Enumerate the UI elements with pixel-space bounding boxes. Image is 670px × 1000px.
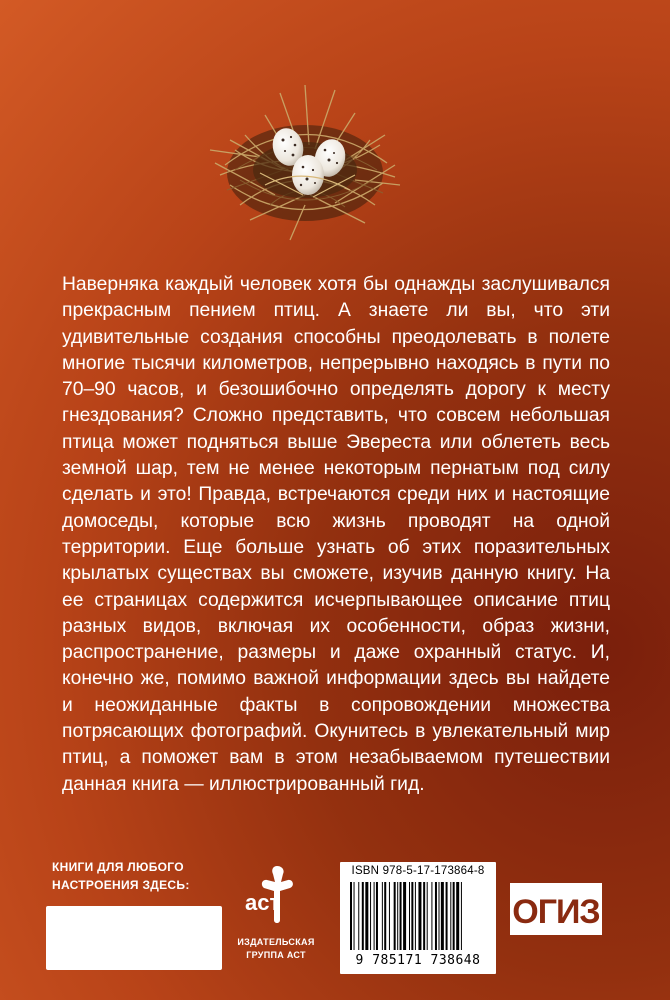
ogiz-logo-text: ОГИЗ bbox=[512, 893, 600, 931]
ast-logo bbox=[243, 860, 307, 930]
publisher-line1: ИЗДАТЕЛЬСКАЯ bbox=[237, 937, 315, 947]
promo-label-line1: КНИГИ ДЛЯ ЛЮБОГО bbox=[52, 860, 184, 874]
barcode-bars bbox=[350, 882, 490, 950]
promo-label-line2: НАСТРОЕНИЯ ЗДЕСЬ: bbox=[52, 878, 190, 892]
barcode-number: 9 785171 738648 bbox=[355, 953, 481, 968]
nest-illustration bbox=[205, 45, 405, 255]
publisher-caption bbox=[236, 936, 316, 962]
promo-blank-box bbox=[46, 906, 222, 970]
ogiz-logo bbox=[510, 883, 602, 935]
isbn-text: ISBN 978-5-17-173864-8 bbox=[351, 865, 485, 877]
barcode-panel bbox=[340, 862, 496, 974]
book-description: Наверняка каждый человек хотя бы однажды заслушивался прекрасным пением птиц. А знаете ли вы, что эти удивительные создания способны преодолевать в полете многие тысячи километров, непрерывно находясь в пути по 70–90 часов, и безошибочно определять дорогу к месту гнездования? Сложно представить, что совсем небольшая птица может подняться выше Эвереста или облететь весь земной шар, тем не менее некоторым пернатым под силу сделать и это! Правда, встречаются среди них и настоящие домоседы, которые всю жизнь проводят на одной территории. Еще больше узнать об этих поразительных крылатых существах вы сможете, изучив данную книгу. На ее страницах содержится исчерпывающее описание птиц разных видов, включая их особенности, образ жизни, распространение, размеры и даже охранный статус. И, конечно же, помимо важной информации здесь вы найдете и неожиданные факты в сопровождении множества потрясающих фотографий. Окунитесь в увлекательный мир птиц, а поможет вам в этом незабываемом путешествии данная книга — иллюстрированный гид. bbox=[62, 274, 610, 795]
publisher-line2: ГРУППА АСТ bbox=[246, 950, 306, 960]
books-promo-label bbox=[52, 858, 222, 894]
ast-logo-text: аст bbox=[245, 890, 281, 915]
